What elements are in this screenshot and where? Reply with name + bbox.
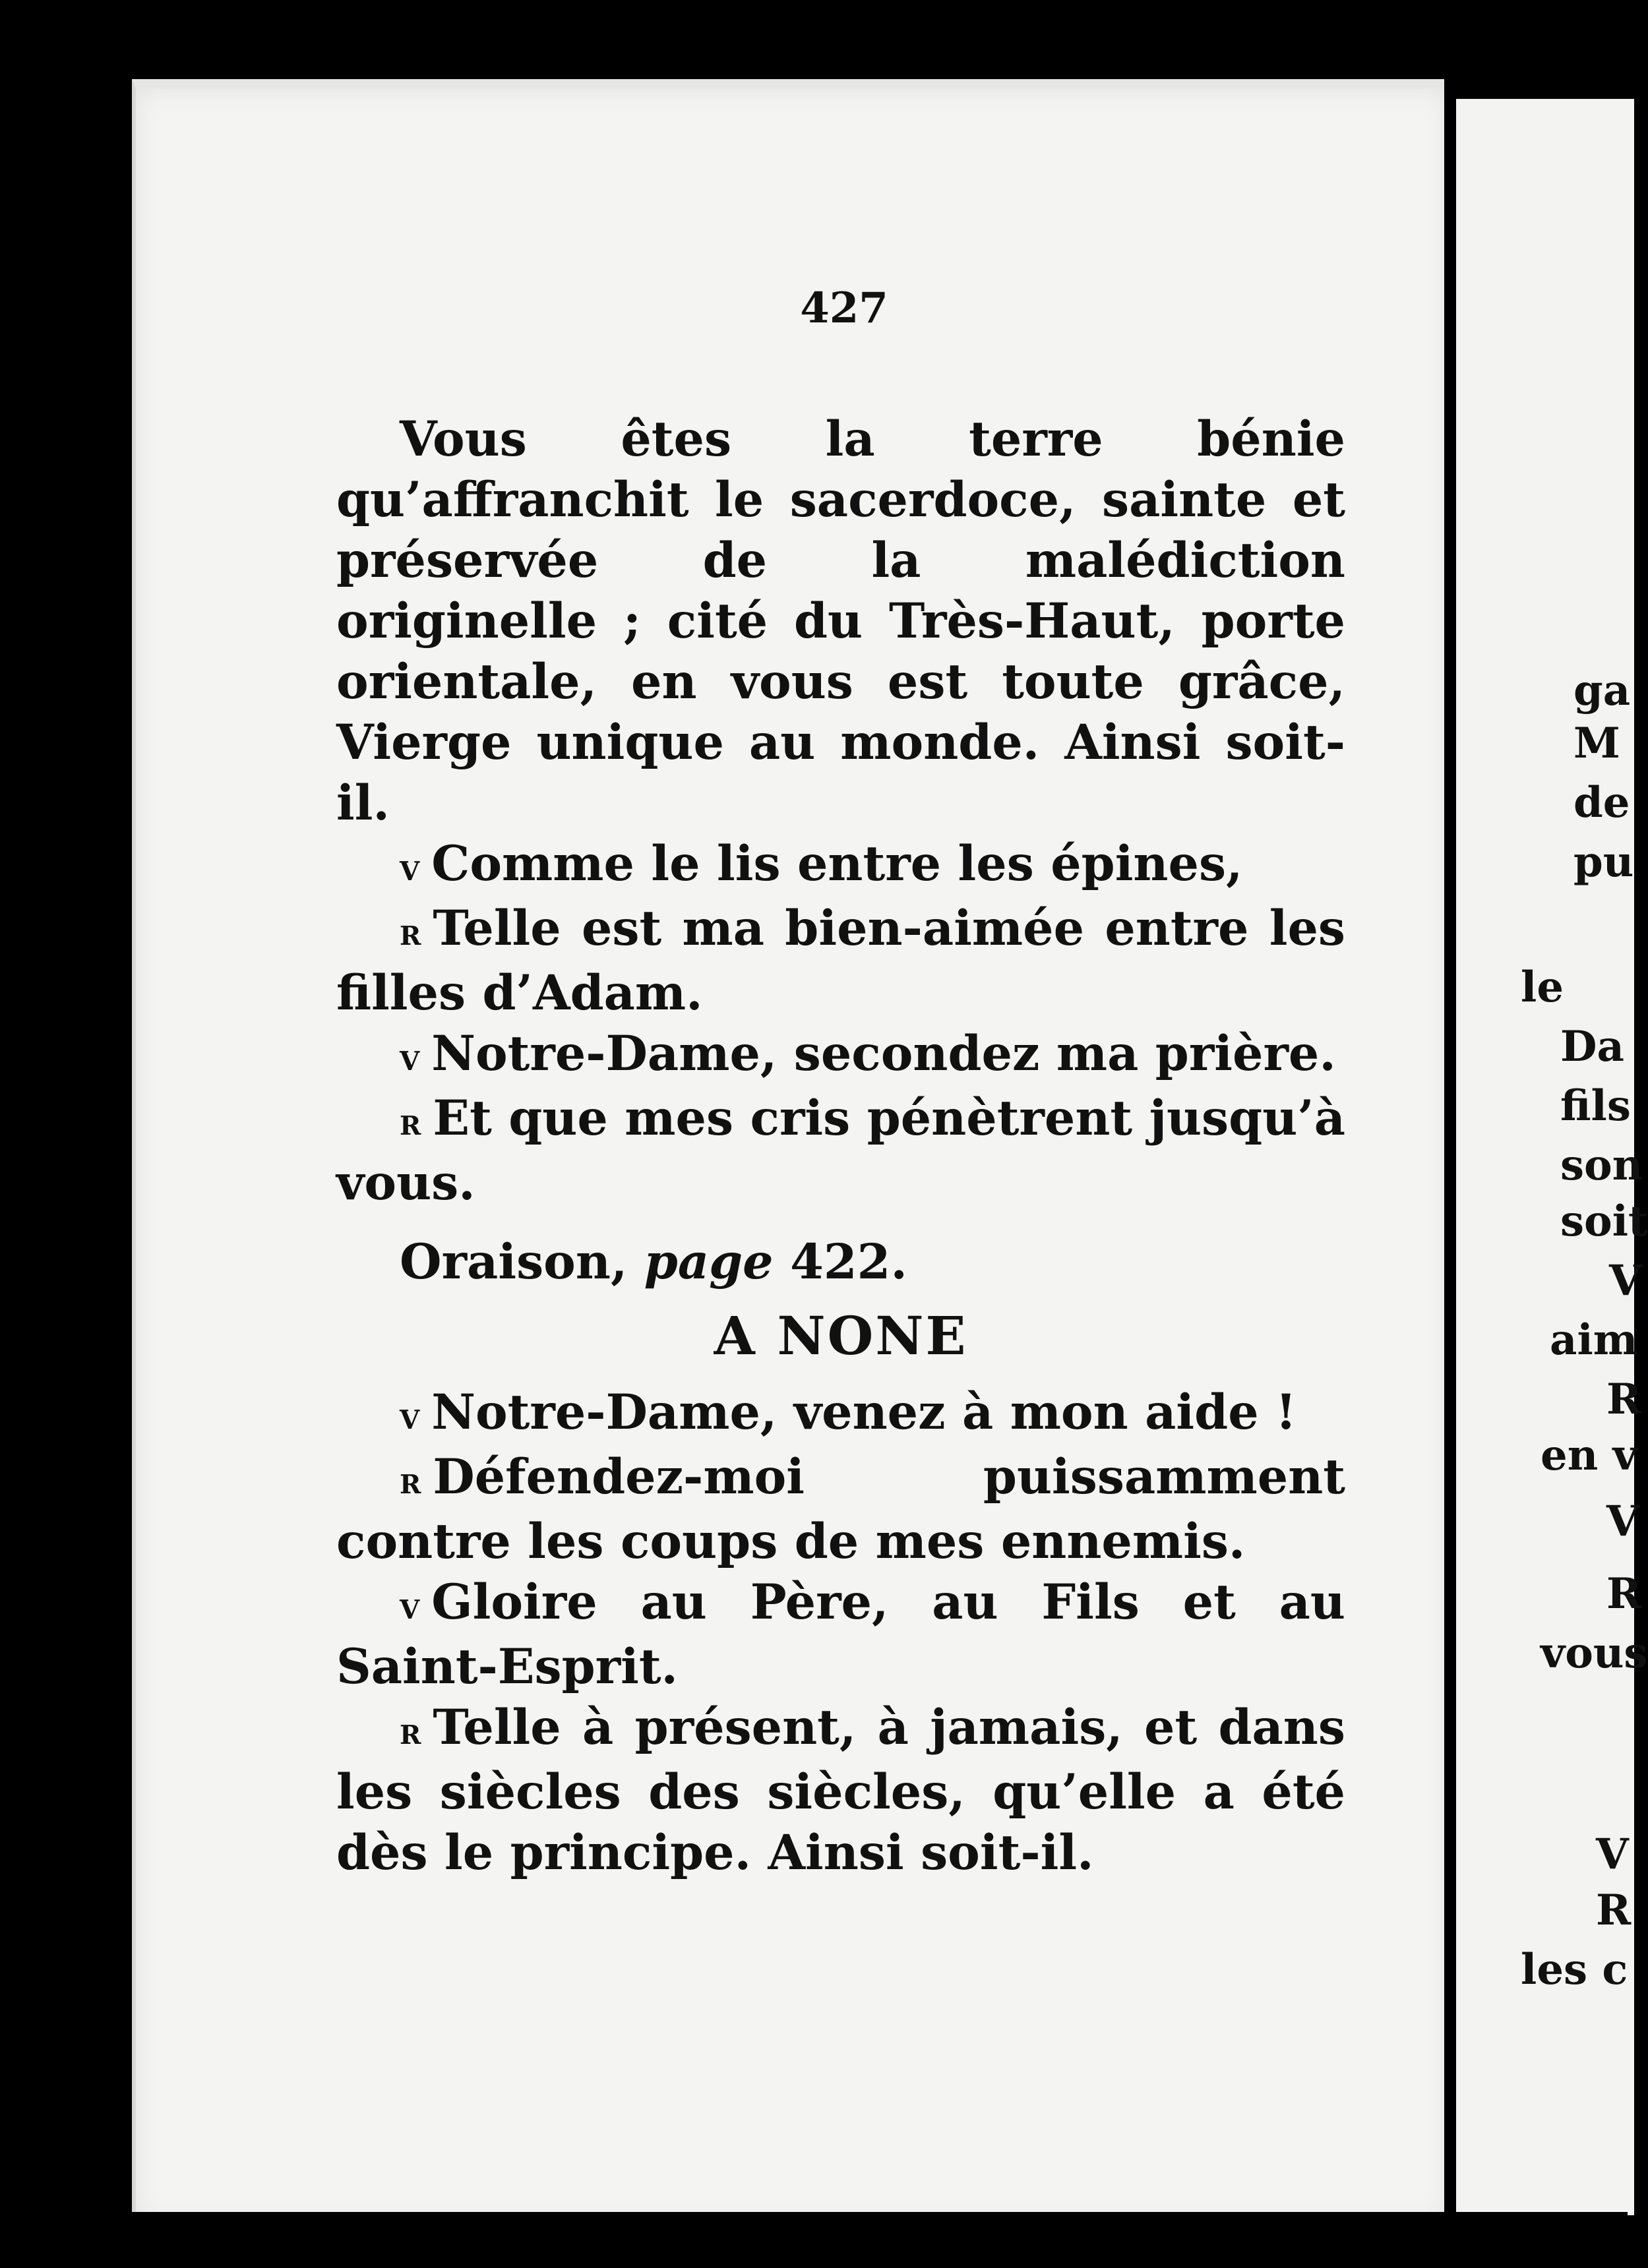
next-page-fragment: R bbox=[1596, 1886, 1632, 1935]
next-page-fragment: Da bbox=[1560, 1022, 1624, 1071]
versicle-marker: v bbox=[400, 1036, 420, 1079]
next-page-fragment: de bbox=[1573, 778, 1630, 827]
next-page-fragment: le bbox=[1521, 963, 1564, 1012]
next-page-fragment: R bbox=[1606, 1375, 1642, 1424]
next-page-fragment: soit bbox=[1560, 1197, 1648, 1246]
next-page-fragment: vous bbox=[1541, 1628, 1648, 1678]
oraison-reference bbox=[336, 1232, 1345, 1292]
next-page-fragment: les c bbox=[1521, 1945, 1628, 1994]
response-1 bbox=[336, 898, 1345, 1023]
next-page-fragment: M bbox=[1573, 719, 1620, 768]
response-text: Et que mes cris pénètrent jusqu’à vous. bbox=[336, 1090, 1345, 1211]
next-page-fragment: en v bbox=[1541, 1431, 1637, 1480]
next-page-fragment: V bbox=[1606, 1497, 1639, 1546]
versicle-1 bbox=[336, 833, 1345, 898]
versicle-4 bbox=[336, 1572, 1345, 1697]
response-text: Défendez-moi puissamment contre les coups de mes ennemis. bbox=[336, 1448, 1345, 1570]
response-text: Telle à présent, à jamais, et dans les siècles des siècles, qu’elle a été dès le principe. Ainsi soit-il. bbox=[336, 1699, 1345, 1881]
versicle-text: Gloire au Père, au Fils et au Saint-Esprit. bbox=[336, 1574, 1345, 1695]
versicle-2 bbox=[336, 1023, 1345, 1088]
opening-paragraph: Vous êtes la terre bénie qu’affranchit le sacerdoce, sainte et préservée de la malédiction originelle ; cité du Très-Haut, porte orientale, en vous est toute grâce, Vierge unique au monde. Ainsi soit-il. bbox=[336, 411, 1345, 831]
scan-bottom-border bbox=[0, 2212, 1628, 2268]
response-marker: r bbox=[400, 1100, 421, 1144]
next-page-fragment: ga bbox=[1573, 666, 1631, 715]
versicle-text: Notre-Dame, secondez ma prière. bbox=[431, 1025, 1336, 1082]
response-marker: r bbox=[400, 1459, 421, 1503]
response-text: Telle est ma bien-aimée entre les filles d’Adam. bbox=[336, 900, 1345, 1021]
next-page-fragment: son bbox=[1560, 1141, 1643, 1190]
text-block bbox=[336, 277, 1345, 1883]
next-page-fragment: R bbox=[1606, 1569, 1642, 1619]
versicle-text: Notre-Dame, venez à mon aide ! bbox=[431, 1384, 1297, 1441]
versicle-marker: v bbox=[400, 1584, 420, 1628]
page-number: 427 bbox=[800, 284, 888, 333]
versicle-3 bbox=[336, 1382, 1345, 1447]
next-page-fragment: V bbox=[1596, 1830, 1629, 1879]
versicle-text: Comme le lis entre les épines, bbox=[431, 835, 1243, 892]
response-marker: r bbox=[400, 910, 421, 954]
oraison-page-word: page bbox=[644, 1234, 774, 1290]
response-2 bbox=[336, 1088, 1345, 1213]
next-page-fragment: fils bbox=[1560, 1081, 1631, 1131]
response-4 bbox=[336, 1697, 1345, 1883]
versicle-marker: v bbox=[400, 846, 420, 889]
response-3 bbox=[336, 1447, 1345, 1572]
response-marker: r bbox=[400, 1710, 421, 1753]
next-page-fragment: aim bbox=[1550, 1315, 1638, 1365]
oraison-page-ref: 422. bbox=[790, 1234, 907, 1290]
next-page-fragment: pu bbox=[1573, 837, 1634, 887]
oraison-label: Oraison, bbox=[400, 1234, 628, 1290]
next-page-fragment: V bbox=[1609, 1256, 1642, 1305]
section-heading: A NONE bbox=[714, 1305, 968, 1367]
versicle-marker: v bbox=[400, 1394, 420, 1438]
